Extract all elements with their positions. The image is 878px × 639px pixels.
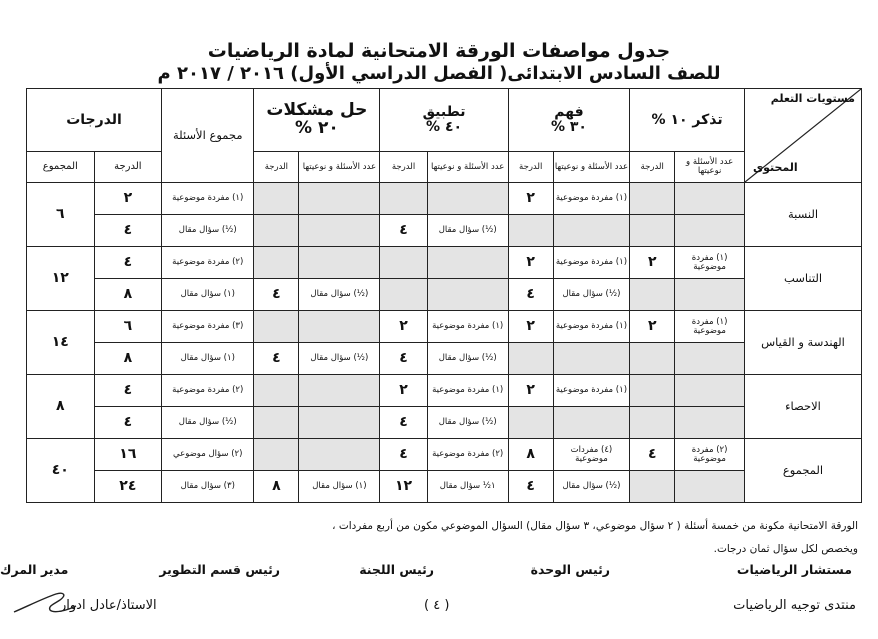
understand-count: (١) مفردة موضوعية (553, 183, 630, 215)
remember-count (675, 375, 745, 407)
table-row (27, 343, 862, 375)
understand-grade (508, 343, 553, 375)
subheader-grade: الدرجة (508, 152, 553, 183)
topic-cell: الاحصاء (744, 375, 861, 439)
topic-cell: النسبة (744, 183, 861, 247)
apply-grade: ٤ (380, 407, 427, 439)
apply-count (427, 279, 508, 311)
header-grades: الدرجات (27, 89, 162, 152)
note-line-2: ويخصص لكل سؤال ثمان درجات. (713, 543, 858, 555)
understand-grade: ٤ (508, 471, 553, 503)
grade-cell: ٨ (94, 343, 162, 375)
understand-count: (١) مفردة موضوعية (553, 311, 630, 343)
grade-cell: ٤ (94, 407, 162, 439)
solve-count (299, 247, 380, 279)
subheader-count-type: عدد الأسئلة و نوعيتها (553, 152, 630, 183)
subheader-grade: الدرجة (254, 152, 299, 183)
grade-cell: ٤ (94, 375, 162, 407)
understand-count: (١) مفردة موضوعية (553, 375, 630, 407)
content-label: المحتوى (752, 161, 798, 175)
remember-grade (630, 407, 675, 439)
topic-cell: الهندسة و القياس (744, 311, 861, 375)
solve-grade (254, 375, 299, 407)
questions-total-cell: (١) سؤال مقال (162, 279, 254, 311)
table-row (27, 311, 862, 343)
subheader-count-type: عدد الأسئلة و نوعيتها (299, 152, 380, 183)
apply-count: (½) سؤال مقال (427, 407, 508, 439)
apply-grade: ٤ (380, 439, 427, 471)
understand-count: (½) سؤال مقال (553, 279, 630, 311)
questions-total-cell: (٢) مفردة موضوعية (162, 375, 254, 407)
remember-grade: ٢ (630, 247, 675, 279)
apply-grade: ٢ (380, 311, 427, 343)
understand-grade: ٤ (508, 279, 553, 311)
footer-page-number: ( ٤ ) (424, 598, 450, 613)
note-line-1: الورقة الامتحانية مكونة من خمسة أسئلة ( ٢ سؤال موضوعي، ٣ سؤال مقال) السؤال الموضوعي مكون من أربع مفردات ، (332, 520, 858, 532)
apply-count: (١) مفردة موضوعية (427, 311, 508, 343)
solve-count: (½) سؤال مقال (299, 279, 380, 311)
header-solve: حل مشكلات ٢٠ % (254, 89, 380, 152)
apply-grade (380, 279, 427, 311)
understand-count (553, 343, 630, 375)
understand-grade: ٢ (508, 311, 553, 343)
grade-cell: ٤ (94, 215, 162, 247)
handwritten-signature-icon (10, 588, 80, 618)
grade-cell: ٦ (94, 311, 162, 343)
understand-grade: ٢ (508, 183, 553, 215)
header-diagonal-cell (744, 89, 861, 183)
questions-total-cell: (٣) سؤال مقال (162, 471, 254, 503)
understand-count: (٤) مفردات موضوعية (553, 439, 630, 471)
header-remember: تذكر ١٠ % (630, 89, 745, 152)
table-row (27, 215, 862, 247)
remember-count: (١) مفردة موضوعية (675, 311, 745, 343)
document-subtitle: للصف السادس الابتدائى( الفصل الدراسي الأول) ٢٠١٦ / ٢٠١٧ م (157, 63, 721, 84)
apply-grade (380, 247, 427, 279)
grade-cell: ٤ (94, 247, 162, 279)
solve-count: (١) سؤال مقال (299, 471, 380, 503)
questions-total-cell: (½) سؤال مقال (162, 407, 254, 439)
table-row (27, 471, 862, 503)
total-cell: ٦ (27, 183, 95, 247)
understand-grade (508, 407, 553, 439)
header-apply: تطبيق ٤٠ % (380, 89, 508, 152)
questions-total-cell: (٣) مفردة موضوعية (162, 311, 254, 343)
levels-label: مستويات التعلم (770, 92, 855, 105)
remember-grade (630, 183, 675, 215)
signature-center-director: مدير المرك (0, 562, 69, 577)
remember-grade (630, 343, 675, 375)
apply-count: (١) مفردة موضوعية (427, 375, 508, 407)
subheader-count-type: عدد الأسئلة و نوعيتها (675, 152, 745, 183)
solve-grade (254, 247, 299, 279)
apply-count (427, 183, 508, 215)
questions-total-cell: (١) سؤال مقال (162, 343, 254, 375)
remember-count (675, 215, 745, 247)
understand-grade: ٨ (508, 439, 553, 471)
grade-cell: ٢٤ (94, 471, 162, 503)
solve-count (299, 439, 380, 471)
apply-count (427, 247, 508, 279)
understand-grade (508, 215, 553, 247)
apply-grade: ٤ (380, 343, 427, 375)
remember-count (675, 343, 745, 375)
solve-grade: ٤ (254, 279, 299, 311)
table-row (27, 375, 862, 407)
solve-count (299, 311, 380, 343)
specification-table (26, 88, 862, 503)
signature-unit-head: رئيس الوحدة (530, 562, 610, 577)
apply-count: (½) سؤال مقال (427, 215, 508, 247)
remember-grade: ٢ (630, 311, 675, 343)
questions-total-cell: (½) سؤال مقال (162, 215, 254, 247)
grade-cell: ١٦ (94, 439, 162, 471)
solve-grade (254, 439, 299, 471)
apply-grade: ٢ (380, 375, 427, 407)
total-cell: ٤٠ (27, 439, 95, 503)
remember-grade: ٤ (630, 439, 675, 471)
understand-count: (½) سؤال مقال (553, 471, 630, 503)
solve-grade: ٨ (254, 471, 299, 503)
remember-count: (١) مفردة موضوعية (675, 247, 745, 279)
understand-grade: ٢ (508, 247, 553, 279)
remember-grade (630, 375, 675, 407)
understand-grade: ٢ (508, 375, 553, 407)
remember-count: (٢) مفردة موضوعية (675, 439, 745, 471)
apply-count: (٢) مفردة موضوعية (427, 439, 508, 471)
topic-cell: المجموع (744, 439, 861, 503)
topic-cell: التناسب (744, 247, 861, 311)
remember-grade (630, 279, 675, 311)
remember-grade (630, 215, 675, 247)
solve-count: (½) سؤال مقال (299, 343, 380, 375)
signature-math-advisor: مستشار الرياضيات (736, 562, 852, 577)
solve-grade: ٤ (254, 343, 299, 375)
signature-committee-head: رئيس اللجنة (359, 562, 434, 577)
remember-grade (630, 471, 675, 503)
subheader-grade: الدرجة (380, 152, 427, 183)
subheader-grade: الدرجة (94, 152, 162, 183)
solve-grade (254, 183, 299, 215)
table-row (27, 407, 862, 439)
remember-count (675, 279, 745, 311)
solve-grade (254, 311, 299, 343)
table-row (27, 183, 862, 215)
document-title: جدول مواصفات الورقة الامتحانية لمادة الرياضيات (207, 40, 671, 62)
remember-count (675, 183, 745, 215)
grade-cell: ٢ (94, 183, 162, 215)
table-row (27, 247, 862, 279)
footer-forum-name: منتدى توجيه الرياضيات (733, 598, 856, 613)
subheader-count-type: عدد الأسئلة و نوعيتها (427, 152, 508, 183)
questions-total-cell: (١) مفردة موضوعية (162, 183, 254, 215)
signature-development-head: رئيس قسم التطوير (159, 562, 280, 577)
total-cell: ٨ (27, 375, 95, 439)
solve-count (299, 375, 380, 407)
solve-count (299, 183, 380, 215)
apply-grade (380, 183, 427, 215)
solve-count (299, 215, 380, 247)
apply-count: (½) سؤال مقال (427, 343, 508, 375)
understand-count (553, 407, 630, 439)
subheader-grade: الدرجة (630, 152, 675, 183)
total-cell: ١٤ (27, 311, 95, 375)
header-understand: فهم ٣٠ % (508, 89, 630, 152)
header-questions-total: مجموع الأسئلة (162, 89, 254, 183)
subheader-total: المجموع (27, 152, 95, 183)
solve-grade (254, 407, 299, 439)
questions-total-cell: (٢) مفردة موضوعية (162, 247, 254, 279)
understand-count (553, 215, 630, 247)
footer-author: الاستاذ/عادل ادوار (60, 598, 157, 613)
table-row (27, 279, 862, 311)
apply-count: ١½ سؤال مقال (427, 471, 508, 503)
solve-grade (254, 215, 299, 247)
total-cell: ١٢ (27, 247, 95, 311)
questions-total-cell: (٢) سؤال موضوعي (162, 439, 254, 471)
table-row (27, 439, 862, 471)
apply-grade: ٤ (380, 215, 427, 247)
understand-count: (١) مفردة موضوعية (553, 247, 630, 279)
grade-cell: ٨ (94, 279, 162, 311)
remember-count (675, 471, 745, 503)
solve-count (299, 407, 380, 439)
remember-count (675, 407, 745, 439)
apply-grade: ١٢ (380, 471, 427, 503)
